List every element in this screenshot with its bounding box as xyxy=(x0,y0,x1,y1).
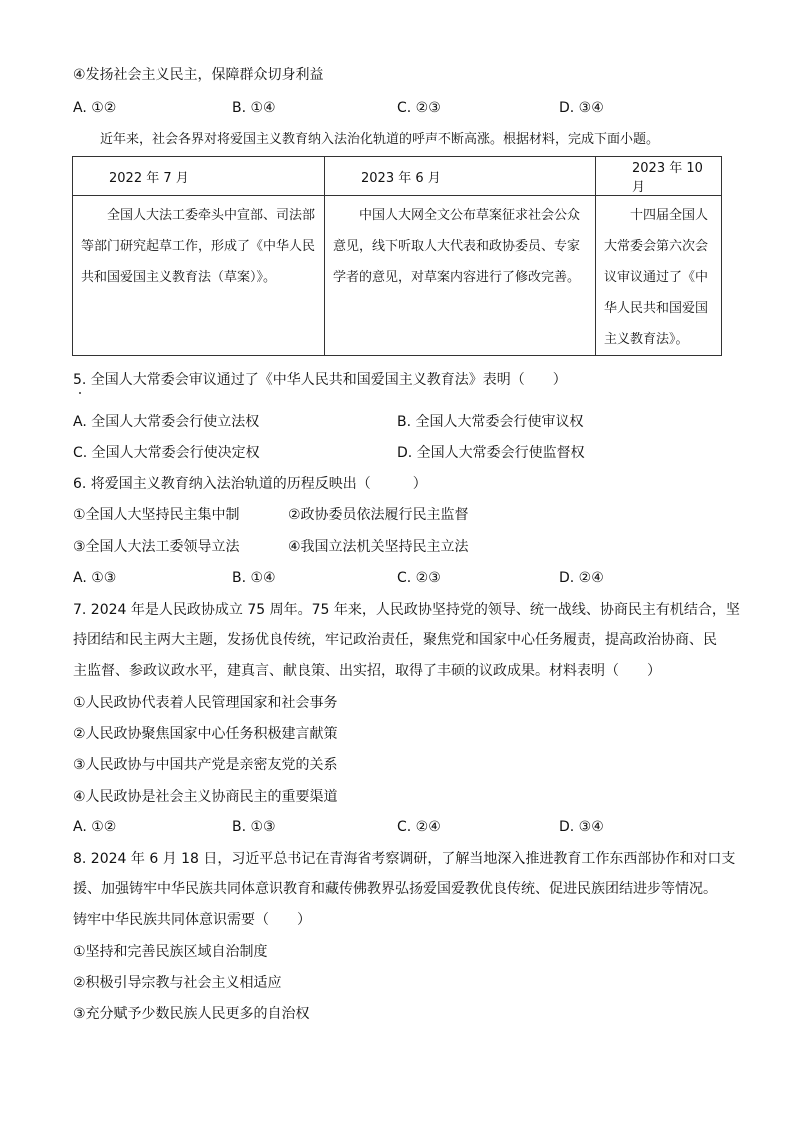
q6-items-row-2 xyxy=(73,537,733,557)
q7-option-c: C. ②④ xyxy=(397,819,441,835)
q6-option-d: D. ②④ xyxy=(559,570,604,586)
scan-dot xyxy=(79,392,81,394)
q8-item-1: ①坚持和完善民族区域自治制度 xyxy=(73,944,268,960)
q7-options xyxy=(73,817,733,837)
q5-stem: 5. 全国人大常委会审议通过了《中华人民共和国爱国主义教育法》表明（ ） xyxy=(73,372,567,388)
q5-option-a: A. 全国人大常委会行使立法权 xyxy=(73,414,260,430)
q5-option-c: C. 全国人大常委会行使决定权 xyxy=(73,445,260,461)
q8-stem-line-2: 援、加强铸牢中华民族共同体意识教育和藏传佛教界弘扬爱国爱教优良传统、促进民族团结进步等情况。 xyxy=(73,881,717,897)
material-table xyxy=(72,156,722,356)
q6-item-2: ②政协委员依法履行民主监督 xyxy=(288,507,469,523)
q5-options-row-1 xyxy=(73,412,733,432)
q6-options xyxy=(73,568,733,588)
q5-options-row-2 xyxy=(73,443,733,463)
q4-option-c: C. ②③ xyxy=(397,100,441,116)
q6-item-4: ④我国立法机关坚持民主立法 xyxy=(288,539,469,555)
table-cell: 十四届全国人大常委会第六次会议审议通过了《中华人民共和国爱国主义教育法》。 xyxy=(596,196,722,356)
q7-item-2: ②人民政协聚焦国家中心任务积极建言献策 xyxy=(73,726,338,742)
q4-option-d: D. ③④ xyxy=(559,100,604,116)
table-header-cell: 2023 年 10 月 xyxy=(596,157,722,196)
q7-item-3: ③人民政协与中国共产党是亲密友党的关系 xyxy=(73,757,338,773)
q7-stem-line-1: 7. 2024 年是人民政协成立 75 周年。75 年来，人民政协坚持党的领导、统一战线、协商民主有机结合，坚 xyxy=(73,602,740,618)
q7-item-4: ④人民政协是社会主义协商民主的重要渠道 xyxy=(73,789,338,805)
table-cell: 全国人大法工委牵头中宣部、司法部等部门研究起草工作，形成了《中华人民共和国爱国主义教育法（草案）》。 xyxy=(73,196,325,356)
q7-option-b: B. ①③ xyxy=(232,819,276,835)
q7-item-1: ①人民政协代表着人民管理国家和社会事务 xyxy=(73,695,338,711)
q5-option-b: B. 全国人大常委会行使审议权 xyxy=(397,414,584,430)
table-header-row xyxy=(73,157,722,196)
q8-stem-line-3: 铸牢中华民族共同体意识需要（ ） xyxy=(73,912,311,928)
q6-option-b: B. ①④ xyxy=(232,570,276,586)
table-row xyxy=(73,196,722,356)
q6-items-row-1 xyxy=(73,505,733,525)
q4-option-b: B. ①④ xyxy=(232,100,276,116)
material-intro: 近年来，社会各界对将爱国主义教育纳入法治化轨道的呼声不断高涨。根据材料，完成下面小题。 xyxy=(100,132,660,147)
q7-stem-line-3: 主监督、参政议政水平，建真言、献良策、出实招，取得了丰硕的议政成果。材料表明（ ） xyxy=(73,663,661,679)
q7-option-d: D. ③④ xyxy=(559,819,604,835)
q6-item-1: ①全国人大坚持民主集中制 xyxy=(73,507,240,523)
q4-options xyxy=(73,98,733,118)
table-cell: 中国人大网全文公布草案征求社会公众意见，线下听取人大代表和政协委员、专家学者的意见，对草案内容进行了修改完善。 xyxy=(325,196,596,356)
q4-option-a: A. ①② xyxy=(73,100,117,116)
q6-item-3: ③全国人大法工委领导立法 xyxy=(73,539,240,555)
q8-stem-line-1: 8. 2024 年 6 月 18 日，习近平总书记在青海省考察调研，了解当地深入推进教育工作东西部协作和对口支 xyxy=(73,851,736,867)
q8-item-3: ③充分赋予少数民族人民更多的自治权 xyxy=(73,1006,310,1022)
table-header-cell: 2023 年 6 月 xyxy=(325,157,596,196)
q6-stem: 6. 将爱国主义教育纳入法治轨道的历程反映出（ ） xyxy=(73,476,427,492)
q7-stem-line-2: 持团结和民主两大主题，发扬优良传统，牢记政治责任，聚焦党和国家中心任务履责，提高政治协商、民 xyxy=(73,632,717,648)
q6-option-c: C. ②③ xyxy=(397,570,441,586)
q5-option-d: D. 全国人大常委会行使监督权 xyxy=(397,445,585,461)
q6-option-a: A. ①③ xyxy=(73,570,117,586)
q4-item-4: ④发扬社会主义民主，保障群众切身利益 xyxy=(73,67,324,83)
q8-item-2: ②积极引导宗教与社会主义相适应 xyxy=(73,975,282,991)
q7-option-a: A. ①② xyxy=(73,819,117,835)
table-header-cell: 2022 年 7 月 xyxy=(73,157,325,196)
